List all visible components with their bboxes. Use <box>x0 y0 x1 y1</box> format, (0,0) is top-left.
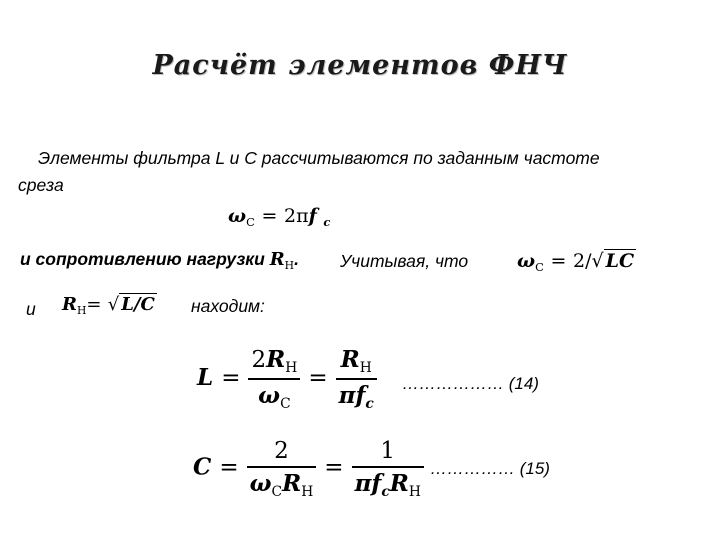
formula-load-resistance: $R_Н=$ √ L/C <box>62 294 155 317</box>
line-4-find: находим: <box>191 296 265 316</box>
paragraph-line-1: Элементы фильтра L и C рассчитываются по заданным частоте <box>38 148 600 168</box>
equation-number-15: …………… (15) <box>430 459 550 478</box>
line-4-and: и <box>26 299 36 319</box>
formula-cutoff-frequency: $\omega_С = 2\pi f$ $_c$ <box>228 205 331 229</box>
fraction-1-over-pi-f-R: $\frac{1}{\pi f_cR_Н}$ <box>352 437 424 500</box>
fraction-2-over-omega-R: $\frac{2}{\omega_СR_Н}$ <box>247 437 317 500</box>
line-3-considering: Учитывая, что <box>340 251 469 271</box>
fraction-R-over-pi-f: $\frac{R_Н}{\pi f_c}$ <box>336 346 377 412</box>
fraction-2R-over-omega: $\frac{2R_Н}{\omega_С}$ <box>248 346 300 412</box>
formula-omega-lc: $\omega_С = 2/√$ LC <box>517 250 635 274</box>
equation-number-14: ……………… (14) <box>402 374 539 393</box>
formula-inductance: L = $\frac{2R_Н}{\omega_С}$ = $\frac{R_Н}{\pi f_c}$ <box>197 346 377 412</box>
line-3-text: и сопротивлению нагрузки $R_Н$. <box>20 249 299 272</box>
paragraph-line-2: среза <box>18 175 64 195</box>
slide-title: Расчёт элементов ФНЧ <box>152 50 568 81</box>
formula-capacitance: C = $\frac{2}{\omega_СR_Н}$ = $\frac{1}{\pi f_cR_Н}$ <box>193 437 424 500</box>
